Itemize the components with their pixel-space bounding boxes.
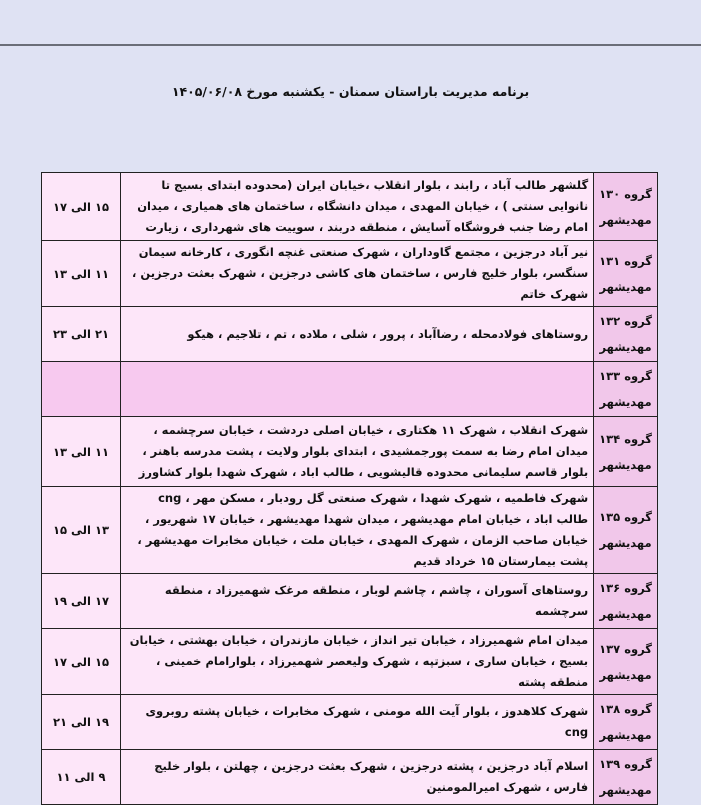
areas-cell: شهرک فاطمیه ، شهرک شهدا ، شهرک صنعتی گل رودبار ، مسکن مهر ، cng طالب اباد ، خیابان امام مهدیشهر ، میدان شهدا مهدیشهر ، خیابان ۱۷ شهریور ، خیابان صاحب الزمان ، شهرک المهدی ، خیابان ملت ، خیابان مخابرات مهدیشهر ، پشت بیمارستان ۱۵ خرداد قدیم [121,487,594,574]
areas-cell: گلشهر طالب آباد ، رابند ، بلوار انقلاب ،خیابان ایران (محدوده ابتدای بسیج تا نانوایی سنتی ) ، خیابان المهدی ، میدان دانشگاه ، ساختمان های همیاری ، میدان امام رضا جنب فروشگاه آسایش ، منطقه دربند ، سوییت های شهرداری ، زیارت [121,173,594,241]
table-row [42,629,658,695]
group-city: مهدیشهر [599,728,652,742]
table-row [42,695,658,750]
time-cell: ۱۷ الی ۱۹ [42,574,121,629]
group-number: گروه ۱۳۸ [599,702,652,716]
group-number: گروه ۱۳۲ [599,314,652,328]
group-number: گروه ۱۳۶ [599,581,652,595]
group-city: مهدیشهر [599,607,652,621]
group-city: مهدیشهر [599,279,652,294]
areas-cell: روستاهای فولادمحله ، رضاآباد ، پرور ، شلی ، ملاده ، تم ، تلاجیم ، هیکو [121,307,594,362]
table-row [42,574,658,629]
time-cell: ۱۵ الی ۱۷ [42,629,121,695]
table-row [42,241,658,307]
table-row [42,750,658,805]
table-row [42,362,658,417]
group-number: گروه ۱۳۳ [599,369,652,383]
areas-cell [121,362,594,417]
areas-cell: شهرک انقلاب ، شهرک ۱۱ هکتاری ، خیابان اصلی دردشت ، خیابان سرچشمه ، میدان امام رضا به سمت پورجمشیدی ، ابتدای بلوار ولایت ، پشت مدرسه باهنر ، بلوار قاسم سلیمانی محدوده قالیشویی ، طالب اباد ، شهرک شهدا بلوار کشاورز [121,417,594,487]
group-city: مهدیشهر [599,783,652,797]
time-cell: ۱۳ الی ۱۵ [42,487,121,574]
schedule-table [41,172,658,805]
group-city: مهدیشهر [599,536,652,550]
group-cell [594,750,658,805]
group-cell [594,362,658,417]
areas-cell: شهرک کلاهدوز ، بلوار آیت الله مومنی ، شهرک مخابرات ، خیابان پشته روبروی cng [121,695,594,750]
group-cell [594,574,658,629]
time-cell: ۱۵ الی ۱۷ [42,173,121,241]
group-number: گروه ۱۳۱ [599,253,652,268]
areas-cell: نیر آباد درجزین ، مجتمع گاوداران ، شهرک صنعتی غنچه انگوری ، کارخانه سیمان سنگسر، بلوار خلیج فارس ، ساختمان های کاشی درجزین ، شهرک بعثت درجزین ، شهرک خاتم [121,241,594,307]
areas-cell: اسلام آباد درجزین ، پشته درجزین ، شهرک بعثت درجزین ، چهلتن ، بلوار خلیج فارس ، شهرک امیرالمومنین [121,750,594,805]
areas-cell: روستاهای آسوران ، چاشم ، چاشم لوبار ، منطقه مرغک شهمیرزاد ، منطقه سرچشمه [121,574,594,629]
group-cell [594,417,658,487]
group-cell [594,241,658,307]
group-city: مهدیشهر [599,340,652,354]
table-row [42,487,658,574]
group-cell [594,173,658,241]
group-city: مهدیشهر [599,395,652,409]
table-row [42,173,658,241]
areas-cell: میدان امام شهمیرزاد ، خیابان تیر انداز ، خیابان مازندران ، خیابان بهشتی ، خیابان بسیج ، خیابان ساری ، سبزتپه ، شهرک ولیعصر شهمیرزاد ، بلوارامام خمینی ، منطقه پشته [121,629,594,695]
time-cell [42,362,121,417]
table-row [42,307,658,362]
group-number: گروه ۱۳۰ [599,186,652,201]
page-title: برنامه مدیریت باراستان سمنان - یکشنبه مورخ ۱۴۰۵/۰۶/۰۸ [171,84,530,99]
time-cell: ۹ الی ۱۱ [42,750,121,805]
group-city: مهدیشهر [599,667,652,682]
group-cell [594,629,658,695]
group-cell [594,695,658,750]
group-city: مهدیشهر [599,457,652,472]
group-number: گروه ۱۳۷ [599,641,652,656]
table-row [42,417,658,487]
time-cell: ۱۱ الی ۱۳ [42,241,121,307]
group-city: مهدیشهر [599,212,652,227]
group-number: گروه ۱۳۴ [599,431,652,446]
group-cell [594,307,658,362]
time-cell: ۱۱ الی ۱۳ [42,417,121,487]
group-cell [594,487,658,574]
group-number: گروه ۱۳۹ [599,757,652,771]
time-cell: ۲۱ الی ۲۳ [42,307,121,362]
time-cell: ۱۹ الی ۲۱ [42,695,121,750]
top-divider-line [0,44,701,46]
group-number: گروه ۱۳۵ [599,510,652,524]
